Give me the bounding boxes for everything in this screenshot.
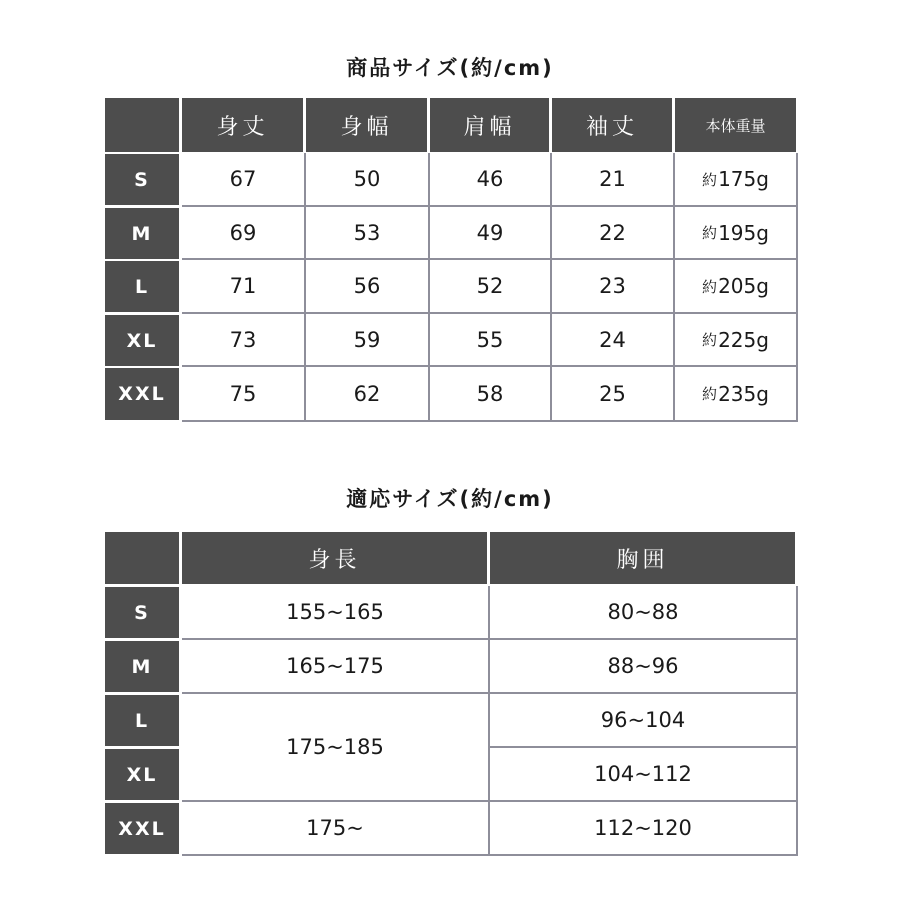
approx-prefix: 約: [702, 277, 718, 296]
header-shoulder-width: 肩幅: [430, 98, 549, 152]
header-body-width: 身幅: [306, 98, 427, 152]
size-label-xl: XL: [105, 749, 179, 800]
size-label-xxl: XXL: [105, 368, 179, 420]
size-label-xxl: XXL: [105, 803, 179, 854]
corner-cell: [105, 532, 179, 584]
table-cell: 69: [182, 207, 306, 260]
height-cell-xxl: 175~: [182, 802, 490, 856]
header-height: 身長: [182, 532, 487, 584]
chest-cell-m: 88~96: [490, 640, 798, 694]
table-cell: 22: [552, 207, 675, 260]
weight-value: 195g: [718, 220, 769, 245]
table-cell: 50: [306, 153, 430, 207]
table-cell: 53: [306, 207, 430, 260]
weight-value: 205g: [718, 274, 769, 298]
table-cell: 49: [430, 207, 552, 260]
weight-value: 225g: [718, 327, 769, 352]
chest-cell-l: 96~104: [490, 694, 798, 748]
weight-value: 175g: [718, 167, 769, 191]
size-label-m: M: [105, 641, 179, 692]
product-size-title: 商品サイズ(約/cm): [346, 56, 554, 80]
table-cell: 46: [430, 153, 552, 207]
weight-cell: [675, 260, 798, 314]
height-cell-s: 155~165: [182, 586, 490, 640]
chest-cell-xl: 104~112: [490, 748, 798, 802]
height-cell-m: 165~175: [182, 640, 490, 694]
approx-prefix: 約: [702, 224, 718, 242]
height-cell-l-xl: 175~185: [182, 694, 490, 802]
header-length: 身丈: [182, 98, 303, 152]
approx-prefix: 約: [702, 385, 718, 403]
corner-cell: [105, 98, 179, 152]
header-weight: 本体重量: [675, 98, 796, 152]
approx-prefix: 約: [702, 170, 718, 189]
table-cell: 71: [182, 260, 306, 314]
table-cell: 62: [306, 367, 430, 422]
weight-cell: [675, 207, 798, 260]
table-cell: 67: [182, 153, 306, 207]
size-label-l: L: [105, 695, 179, 746]
table-cell: 59: [306, 314, 430, 367]
approx-prefix: 約: [702, 331, 718, 349]
fit-size-title: 適応サイズ(約/cm): [346, 487, 554, 511]
weight-cell: [675, 367, 798, 422]
chest-cell-s: 80~88: [490, 586, 798, 640]
table-cell: 24: [552, 314, 675, 367]
table-cell: 21: [552, 153, 675, 207]
weight-cell: [675, 153, 798, 207]
header-chest: 胸囲: [490, 532, 795, 584]
size-label-m: M: [105, 208, 179, 259]
table-cell: 25: [552, 367, 675, 422]
size-label-s: S: [105, 154, 179, 205]
table-cell: 55: [430, 314, 552, 367]
weight-value: 235g: [718, 381, 769, 406]
table-cell: 58: [430, 367, 552, 422]
size-label-l: L: [105, 261, 179, 312]
table-cell: 23: [552, 260, 675, 314]
table-cell: 56: [306, 260, 430, 314]
size-label-xl: XL: [105, 315, 179, 366]
weight-cell: [675, 314, 798, 367]
table-cell: 75: [182, 367, 306, 422]
header-sleeve-length: 袖丈: [552, 98, 672, 152]
chest-cell-xxl: 112~120: [490, 802, 798, 856]
table-cell: 73: [182, 314, 306, 367]
table-cell: 52: [430, 260, 552, 314]
size-label-s: S: [105, 587, 179, 638]
